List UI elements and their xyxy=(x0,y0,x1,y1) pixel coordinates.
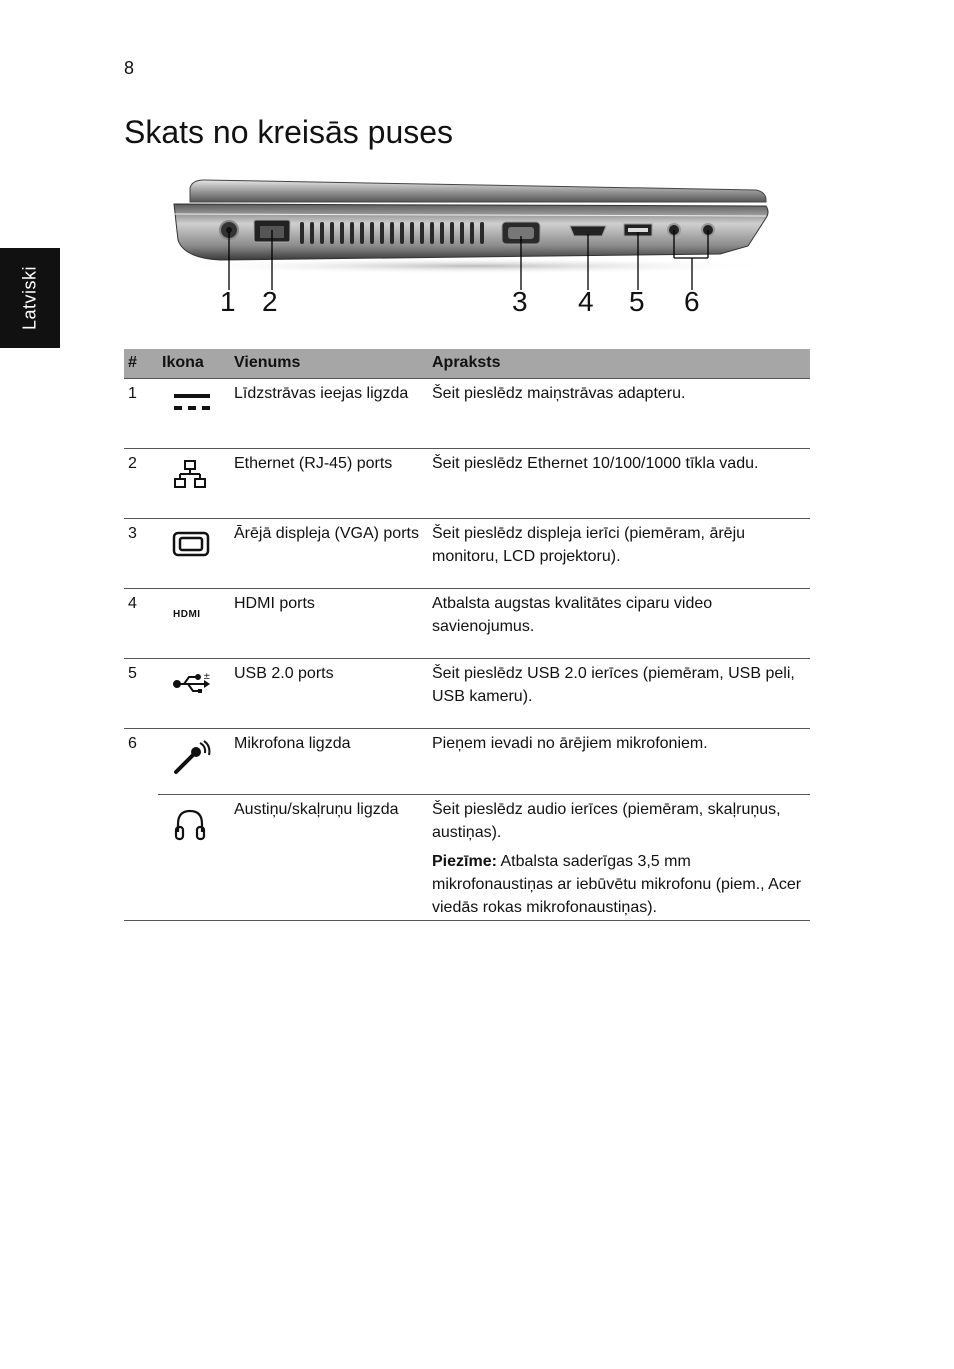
page-number: 8 xyxy=(124,58,135,78)
row-number: 2 xyxy=(124,449,158,519)
note-label: Piezīme: xyxy=(432,853,497,870)
table-row xyxy=(124,659,810,729)
table-row xyxy=(124,795,810,921)
row-description: Atbalsta augstas kvalitātes ciparu video savienojumus. xyxy=(428,589,810,659)
row-item: USB 2.0 ports xyxy=(230,659,428,729)
row-description: Šeit pieslēdz Ethernet 10/100/1000 tīkla vadu. xyxy=(428,449,810,519)
callout-6: 6 xyxy=(684,286,700,317)
microphone-icon xyxy=(172,740,212,776)
callout-5: 5 xyxy=(629,286,645,317)
row-item: Līdzstrāvas ieejas ligzda xyxy=(230,379,428,449)
header-number: # xyxy=(124,349,158,379)
table-row xyxy=(124,589,810,659)
note xyxy=(432,850,806,919)
ethernet-icon xyxy=(172,460,208,490)
svg-text:±: ± xyxy=(203,672,211,682)
laptop-left-side-illustration xyxy=(160,174,780,274)
page-title: Skats no kreisās puses xyxy=(124,114,454,150)
callout-1: 1 xyxy=(220,286,236,317)
row-number: 3 xyxy=(124,519,158,589)
callout-4: 4 xyxy=(578,286,594,317)
callout-2: 2 xyxy=(262,286,278,317)
dc-power-icon xyxy=(172,390,212,414)
row-item: Austiņu/skaļruņu ligzda xyxy=(230,795,428,921)
headphones-icon xyxy=(172,806,208,842)
row-item: Ārējā displeja (VGA) ports xyxy=(230,519,428,589)
row-number: 1 xyxy=(124,379,158,449)
row-description-cell xyxy=(428,795,810,921)
note-text: Atbalsta saderīgas 3,5 mm mikrofonaustiņas ar iebūvētu mikrofonu (piem., Acer viedās rokas mikrofonaustiņas). xyxy=(432,853,802,916)
ports-table xyxy=(124,349,810,921)
table-row xyxy=(124,519,810,589)
table-row xyxy=(124,729,810,795)
vga-icon xyxy=(172,530,210,558)
svg-text:HDMI: HDMI xyxy=(173,609,201,620)
row-item: Ethernet (RJ-45) ports xyxy=(230,449,428,519)
callout-lines xyxy=(0,0,954,340)
hdmi-icon xyxy=(172,600,214,624)
row-description: Pieņem ievadi no ārējiem mikrofoniem. xyxy=(428,729,810,795)
row-number: 4 xyxy=(124,589,158,659)
row-item: HDMI ports xyxy=(230,589,428,659)
language-side-tab xyxy=(0,248,60,348)
language-side-tab-label: Latviski xyxy=(19,265,40,331)
usb-icon xyxy=(172,670,212,696)
header-item: Vienums xyxy=(230,349,428,379)
row-number xyxy=(124,795,158,921)
header-description: Apraksts xyxy=(428,349,810,379)
row-description: Šeit pieslēdz maiņstrāvas adapteru. xyxy=(428,379,810,449)
table-row xyxy=(124,379,810,449)
row-description: Šeit pieslēdz USB 2.0 ierīces (piemēram, USB peli, USB kameru). xyxy=(428,659,810,729)
row-description: Šeit pieslēdz audio ierīces (piemēram, skaļruņus, austiņas). xyxy=(432,801,781,841)
callout-3: 3 xyxy=(512,286,528,317)
table-header-row xyxy=(124,349,810,379)
header-icon: Ikona xyxy=(158,349,230,379)
table-row xyxy=(124,449,810,519)
row-description: Šeit pieslēdz displeja ierīci (piemēram, ārēju monitoru, LCD projektoru). xyxy=(428,519,810,589)
row-number: 6 xyxy=(128,735,137,752)
row-item: Mikrofona ligzda xyxy=(230,729,428,795)
row-number: 5 xyxy=(124,659,158,729)
